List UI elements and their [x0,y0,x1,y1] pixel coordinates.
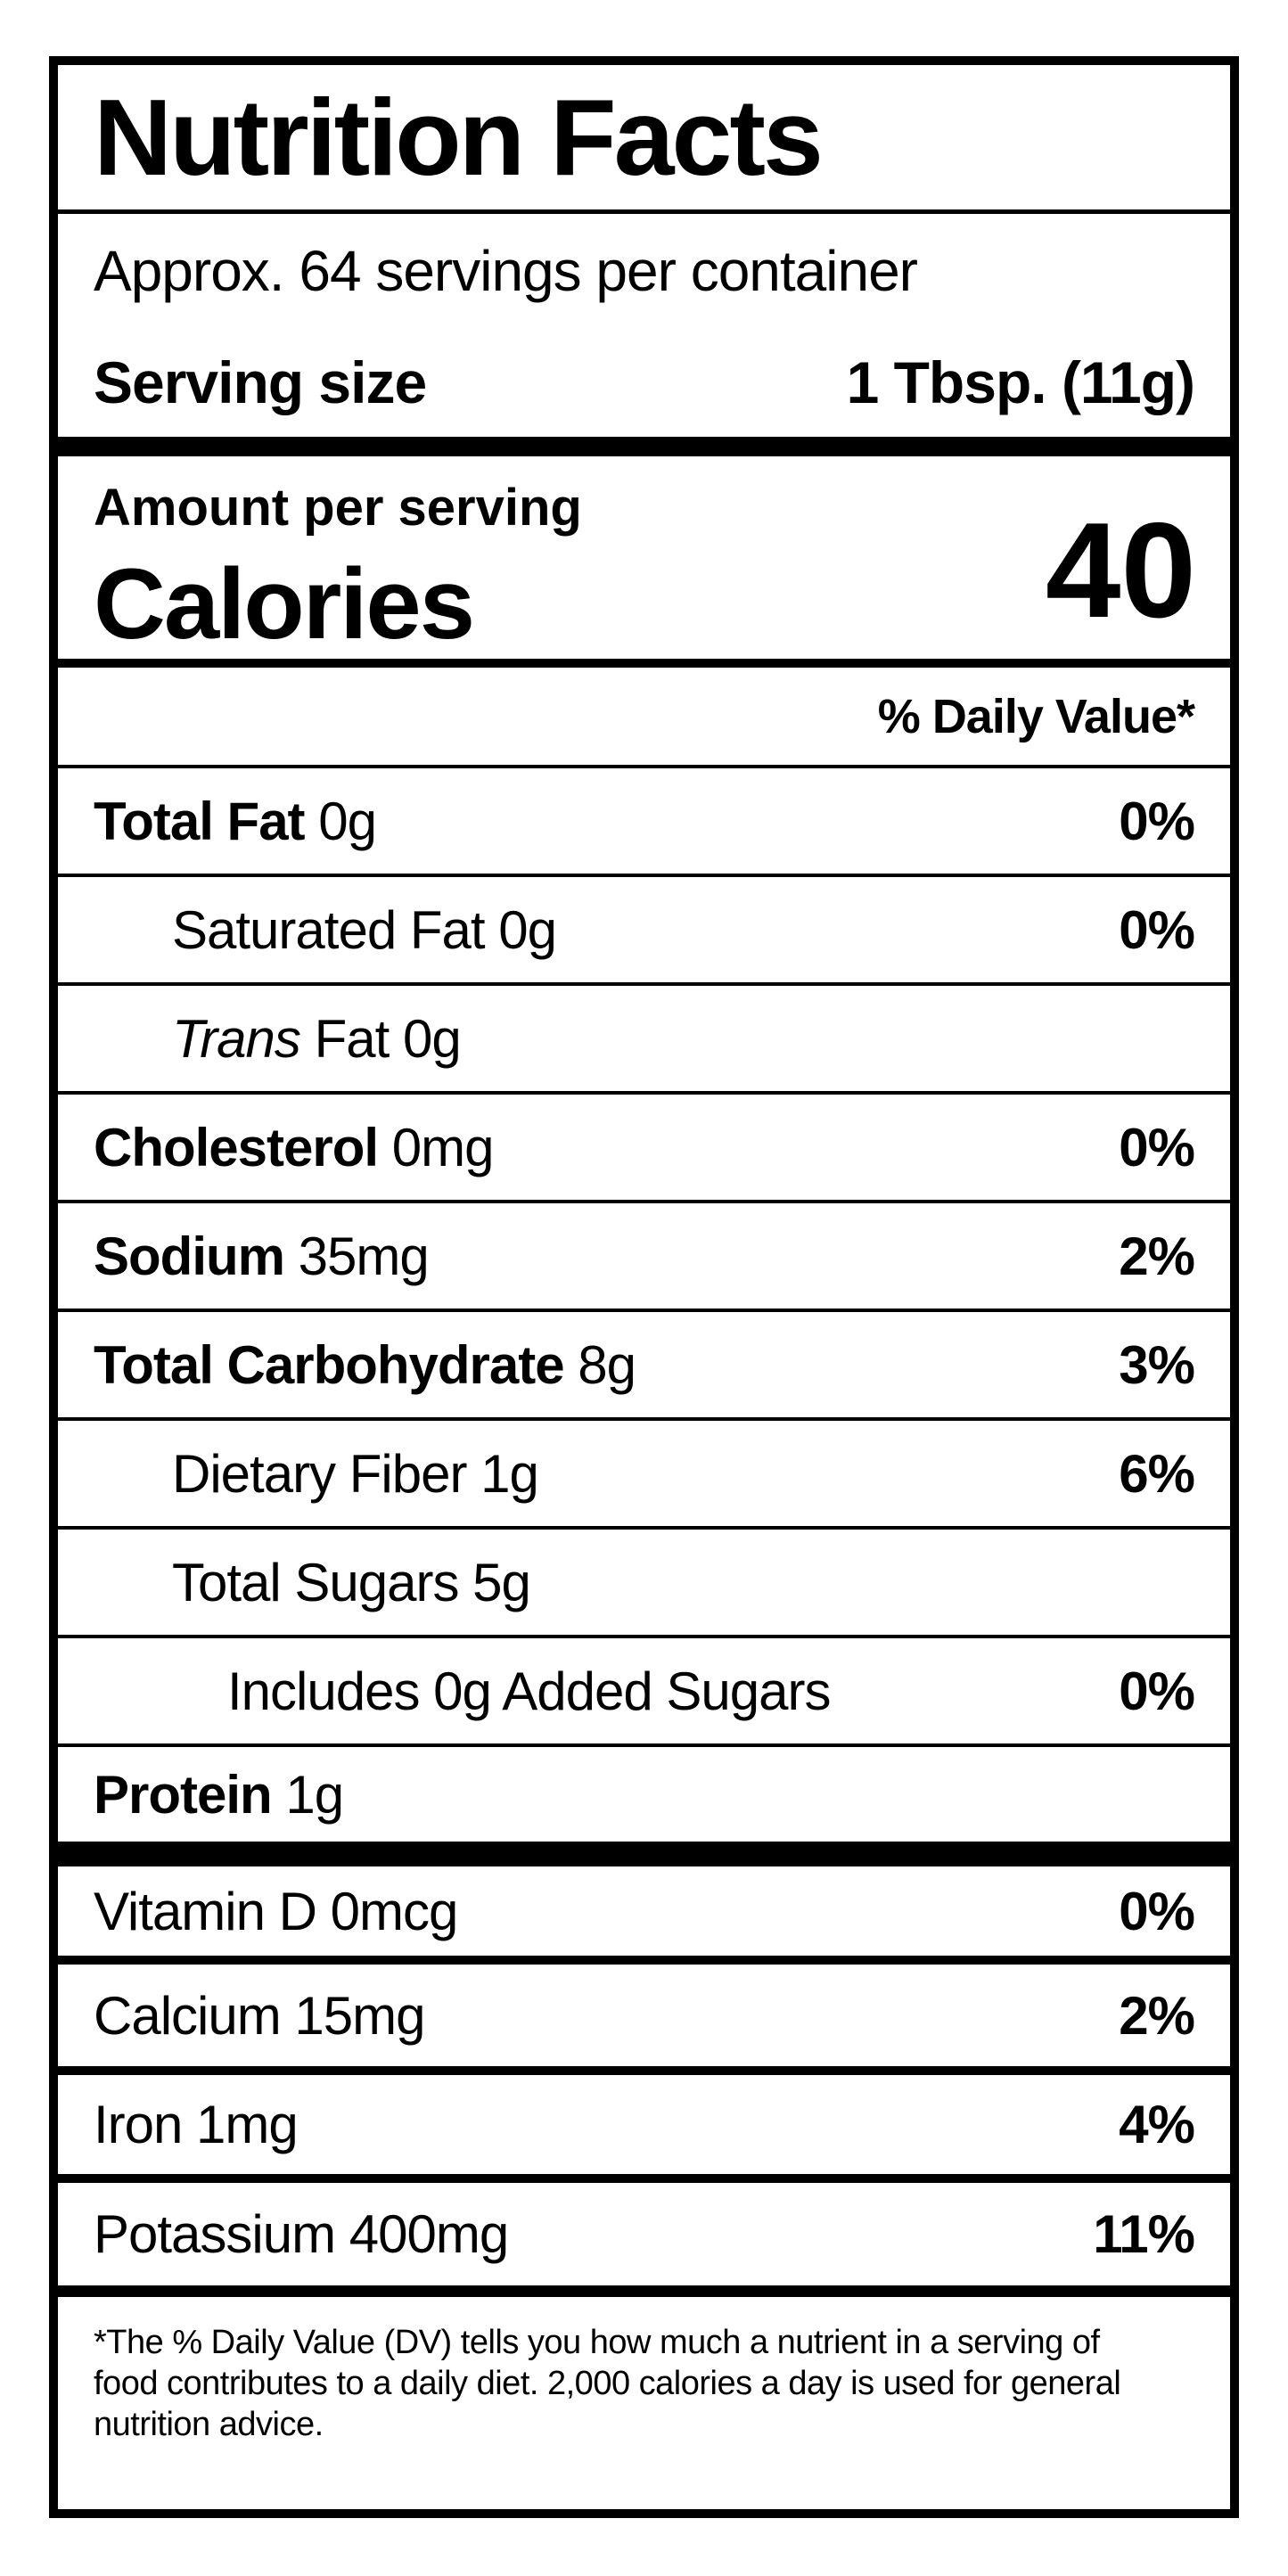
label-title: Nutrition Facts [94,77,821,198]
daily-value-header-row [58,668,1230,768]
daily-value-footnote: *The % Daily Value (DV) tells you how much a nutrient in a serving of food contributes to a daily diet. 2,000 calories a day is used for general nutrition advice. [94,2324,1121,2443]
nutrient-row-saturated-fat [58,877,1230,986]
calories-section [58,456,1230,668]
nutrient-dv: 0% [1119,1661,1194,1721]
title-section [58,65,1230,214]
nutrient-amount: Saturated Fat 0g [172,899,556,960]
nutrient-amount: 1g [271,1764,344,1825]
nutrient-row-sodium [58,1203,1230,1312]
micronutrient-dv: 4% [1119,2095,1194,2154]
micronutrient-row-vitamin-d [58,1866,1230,1965]
servings-per-container-text: Approx. 64 servings per container [94,239,917,303]
nutrient-amount: Total Sugars 5g [172,1552,530,1612]
amount-per-serving-text: Amount per serving [94,479,582,537]
nutrient-name: Sodium [94,1226,284,1286]
nutrient-row-cholesterol [58,1095,1230,1203]
nutrient-row-trans-fat [58,986,1230,1095]
nutrient-dv: 6% [1119,1443,1194,1504]
nutrient-row-total-fat [58,768,1230,877]
nutrient-dv: 3% [1119,1334,1194,1395]
nutrient-row-dietary-fiber [58,1421,1230,1530]
nutrient-row-added-sugars [58,1638,1230,1747]
servings-per-container-row [58,214,1230,328]
serving-size-row [58,328,1230,456]
micronutrient-name: Vitamin D 0mcg [94,1881,458,1941]
micronutrient-name: Potassium 400mg [94,2204,509,2264]
nutrition-facts-label [49,56,1239,2518]
nutrient-name: Cholesterol [94,1117,379,1177]
nutrient-name: Trans [172,1008,300,1069]
nutrient-name: Total Fat [94,791,305,851]
nutrient-row-protein [58,1747,1230,1866]
micronutrient-row-calcium [58,1965,1230,2075]
micronutrient-dv: 11% [1093,2204,1194,2264]
micronutrient-name: Calcium 15mg [94,1985,425,2046]
serving-size-value: 1 Tbsp. (11g) [846,349,1194,415]
micronutrient-name: Iron 1mg [94,2095,298,2154]
nutrient-dv: 2% [1119,1226,1194,1286]
micronutrient-dv: 0% [1119,1881,1194,1941]
nutrient-amount: 8g [563,1334,636,1395]
nutrient-amount: Fat 0g [299,1008,461,1069]
micronutrient-row-potassium [58,2183,1230,2297]
calories-value: 40 [1045,495,1196,646]
micronutrient-row-iron [58,2075,1230,2183]
nutrient-amount: 35mg [284,1226,429,1286]
nutrient-row-total-carbohydrate [58,1312,1230,1421]
calories-label: Calories [94,548,473,660]
micronutrient-dv: 2% [1119,1985,1194,2046]
nutrient-dv: 0% [1119,791,1194,851]
nutrient-dv: 0% [1119,1117,1194,1177]
daily-value-header: % Daily Value* [877,689,1194,743]
nutrient-amount: 0mg [378,1117,494,1177]
nutrient-name: Protein [94,1764,272,1825]
nutrient-amount: 0g [304,791,376,851]
nutrient-name: Total Carbohydrate [94,1334,564,1395]
nutrient-dv: 0% [1119,899,1194,960]
nutrient-row-total-sugars [58,1530,1230,1638]
nutrient-amount: Dietary Fiber 1g [172,1443,538,1504]
serving-size-label: Serving size [94,349,427,415]
footnote-section [58,2297,1230,2509]
nutrient-amount: Includes 0g Added Sugars [227,1661,831,1721]
